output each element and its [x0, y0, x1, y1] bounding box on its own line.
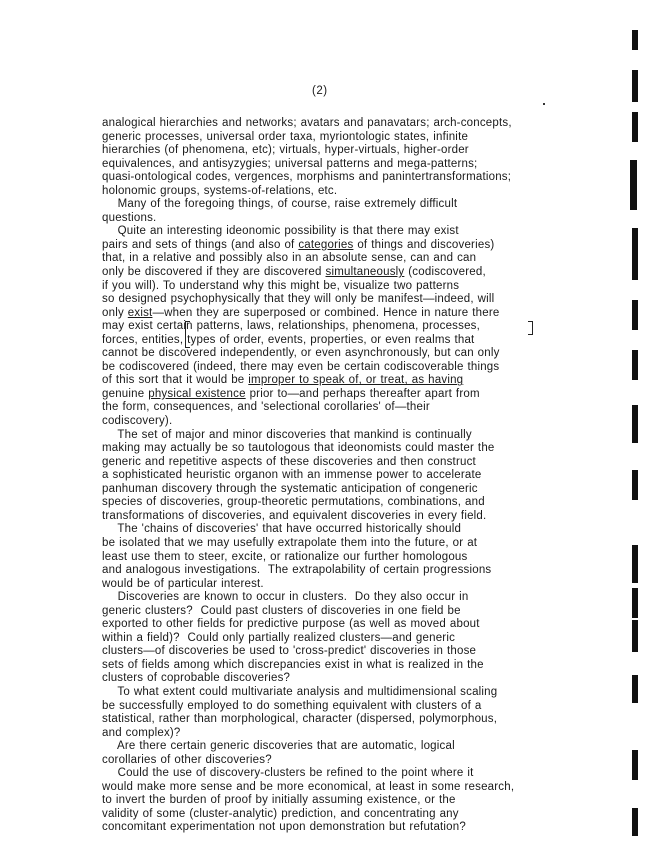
- text-line: so designed psychophysically that they will only be manifest—indeed, will: [102, 293, 495, 306]
- text-line: be codiscovered (indeed, there may even be certain codiscoverable things: [102, 360, 500, 373]
- text-line: within a field)? Could only partially realized clusters—and generic: [102, 631, 456, 644]
- text-line: codiscovery).: [102, 415, 173, 428]
- text-segment: of this sort that it would be: [102, 374, 249, 387]
- text-line: concomitant experimentation not upon demonstration but refutation?: [102, 821, 466, 834]
- scan-mark: [632, 750, 638, 780]
- scan-mark: [632, 228, 638, 280]
- text-segment: only: [102, 306, 128, 319]
- text-line: generic clusters? Could past clusters of discoveries in one field be: [102, 604, 461, 617]
- text-line: least use them to steer, excite, or rationalize our further homologous: [102, 550, 468, 563]
- underlined-term: exist: [127, 306, 153, 319]
- text-line: and complex)?: [102, 726, 181, 739]
- text-line: The 'chains of discoveries' that have occurred historically should: [102, 523, 462, 536]
- scan-mark: [632, 470, 638, 500]
- text-line: exported to other fields for predictive purpose (as well as moved about: [102, 618, 480, 631]
- stray-mark: [543, 103, 545, 105]
- text-line: species of discoveries, group-theoretic permutations, combinations, and: [102, 496, 485, 509]
- scan-mark: [632, 70, 638, 102]
- text-line: hierarchies (of phenomena, etc); virtuals, hyper-virtuals, higher-order: [102, 144, 469, 157]
- text-segment: of things and discoveries): [353, 238, 495, 251]
- text-line: generic and repetitive aspects of these discoveries and then construct: [102, 455, 476, 468]
- text-line: statistical, rather than morphological, character (dispersed, polymorphous,: [102, 713, 498, 726]
- text-line: a sophisticated heuristic organon with an immense power to accelerate: [102, 469, 482, 482]
- text-line: if you will). To understand why this might be, visualize two patterns: [102, 279, 460, 292]
- text-line: would be of particular interest.: [102, 577, 264, 590]
- text-line: To what extent could multivariate analysis and multidimensional scaling: [102, 685, 498, 698]
- text-line: would make more sense and be more economical, at least in some research,: [102, 780, 515, 793]
- text-segment: pairs and sets of things (and also of: [102, 238, 299, 251]
- bracket-open: [185, 321, 190, 348]
- text-line: Discoveries are known to occur in clusters. Do they also occur in: [102, 591, 469, 604]
- text-line: cannot be discovered independently, or even asynchronously, but can only: [102, 347, 500, 360]
- text-segment: only be discovered if they are discovered: [102, 266, 326, 279]
- scan-mark: [632, 675, 638, 703]
- text-line: be successfully employed to do something equivalent with clusters of a: [102, 699, 482, 712]
- text-line: Are there certain generic discoveries that are automatic, logical: [102, 740, 455, 753]
- scan-mark: [632, 300, 638, 330]
- text-segment: genuine: [102, 387, 149, 400]
- text-line: [102, 266, 602, 280]
- scan-mark: [632, 30, 638, 50]
- scan-mark: [632, 112, 638, 142]
- text-segment: —when they are superposed or combined. Hence in nature there: [152, 306, 500, 319]
- scan-mark: [632, 350, 638, 380]
- text-line: Quite an interesting ideonomic possibility is that there may exist: [102, 225, 459, 238]
- text-line: [102, 307, 602, 321]
- text-line: questions.: [102, 211, 157, 224]
- text-line: analogical hierarchies and networks; avatars and panavatars; arch-concepts,: [102, 117, 512, 129]
- text-segment: prior to—and perhaps thereafter apart from: [245, 387, 480, 400]
- text-line: Many of the foregoing things, of course, raise extremely difficult: [102, 198, 458, 211]
- text-line: clusters—of discoveries be used to 'cross-predict' discoveries in those: [102, 645, 477, 658]
- body-text: [102, 117, 602, 835]
- text-line: [102, 239, 602, 253]
- text-line: Could the use of discovery-clusters be refined to the point where it: [102, 767, 474, 780]
- text-line: clusters of coprobable discoveries?: [102, 672, 291, 685]
- text-line: transformations of discoveries, and equivalent discoveries in every field.: [102, 509, 487, 522]
- underlined-term: simultaneously: [325, 266, 405, 279]
- scan-mark: [632, 405, 638, 443]
- text-line: the form, consequences, and 'selectional corollaries' of—their: [102, 401, 430, 414]
- text-line: The set of major and minor discoveries that mankind is continually: [102, 428, 472, 441]
- text-line: that, in a relative and possibly also in an absolute sense, can and can: [102, 252, 477, 265]
- scan-mark: [632, 808, 638, 836]
- text-segment: (codiscovered,: [404, 266, 486, 279]
- text-line: holonomic groups, systems-of-relations, etc.: [102, 184, 338, 197]
- text-line: validity of some (cluster-analytic) prediction, and concentrating any: [102, 807, 459, 820]
- page-number: (2): [312, 85, 328, 97]
- scan-mark: [632, 588, 638, 618]
- scan-mark: [632, 545, 638, 583]
- text-line: and analogous investigations. The extrapolability of certain progressions: [102, 564, 492, 577]
- text-line: panhuman discovery through the systematic anticipation of congeneric: [102, 482, 478, 495]
- text-line: to invert the burden of proof by initially assuming existence, or the: [102, 794, 456, 807]
- scan-mark: [630, 160, 637, 210]
- text-line: generic processes, universal order taxa, myriontologic states, infinite: [102, 130, 469, 143]
- text-line: making may actually be so tautologous that ideonomists could master the: [102, 442, 495, 455]
- text-line: sets of fields among which discrepancies exist in what is realized in the: [102, 658, 484, 671]
- underlined-term: categories: [298, 238, 354, 251]
- bracket-close: [528, 321, 533, 335]
- text-line: equivalences, and antisyzygies; universal patterns and mega-patterns;: [102, 157, 478, 170]
- text-line: [102, 374, 602, 388]
- text-line: may exist certain patterns, laws, relationships, phenomena, processes,: [102, 320, 481, 333]
- text-line: be isolated that we may usefully extrapolate them into the future, or at: [102, 536, 478, 549]
- underlined-term: improper to speak of, or treat, as having: [248, 374, 464, 387]
- text-line: quasi-ontological codes, vergences, morphisms and panintertransformations;: [102, 171, 512, 184]
- text-line: [102, 388, 602, 402]
- scan-mark: [632, 620, 638, 652]
- text-line: forces, entities, types of order, events, properties, or even realms that: [102, 333, 475, 346]
- underlined-term: physical existence: [148, 387, 246, 400]
- text-line: corollaries of other discoveries?: [102, 753, 272, 766]
